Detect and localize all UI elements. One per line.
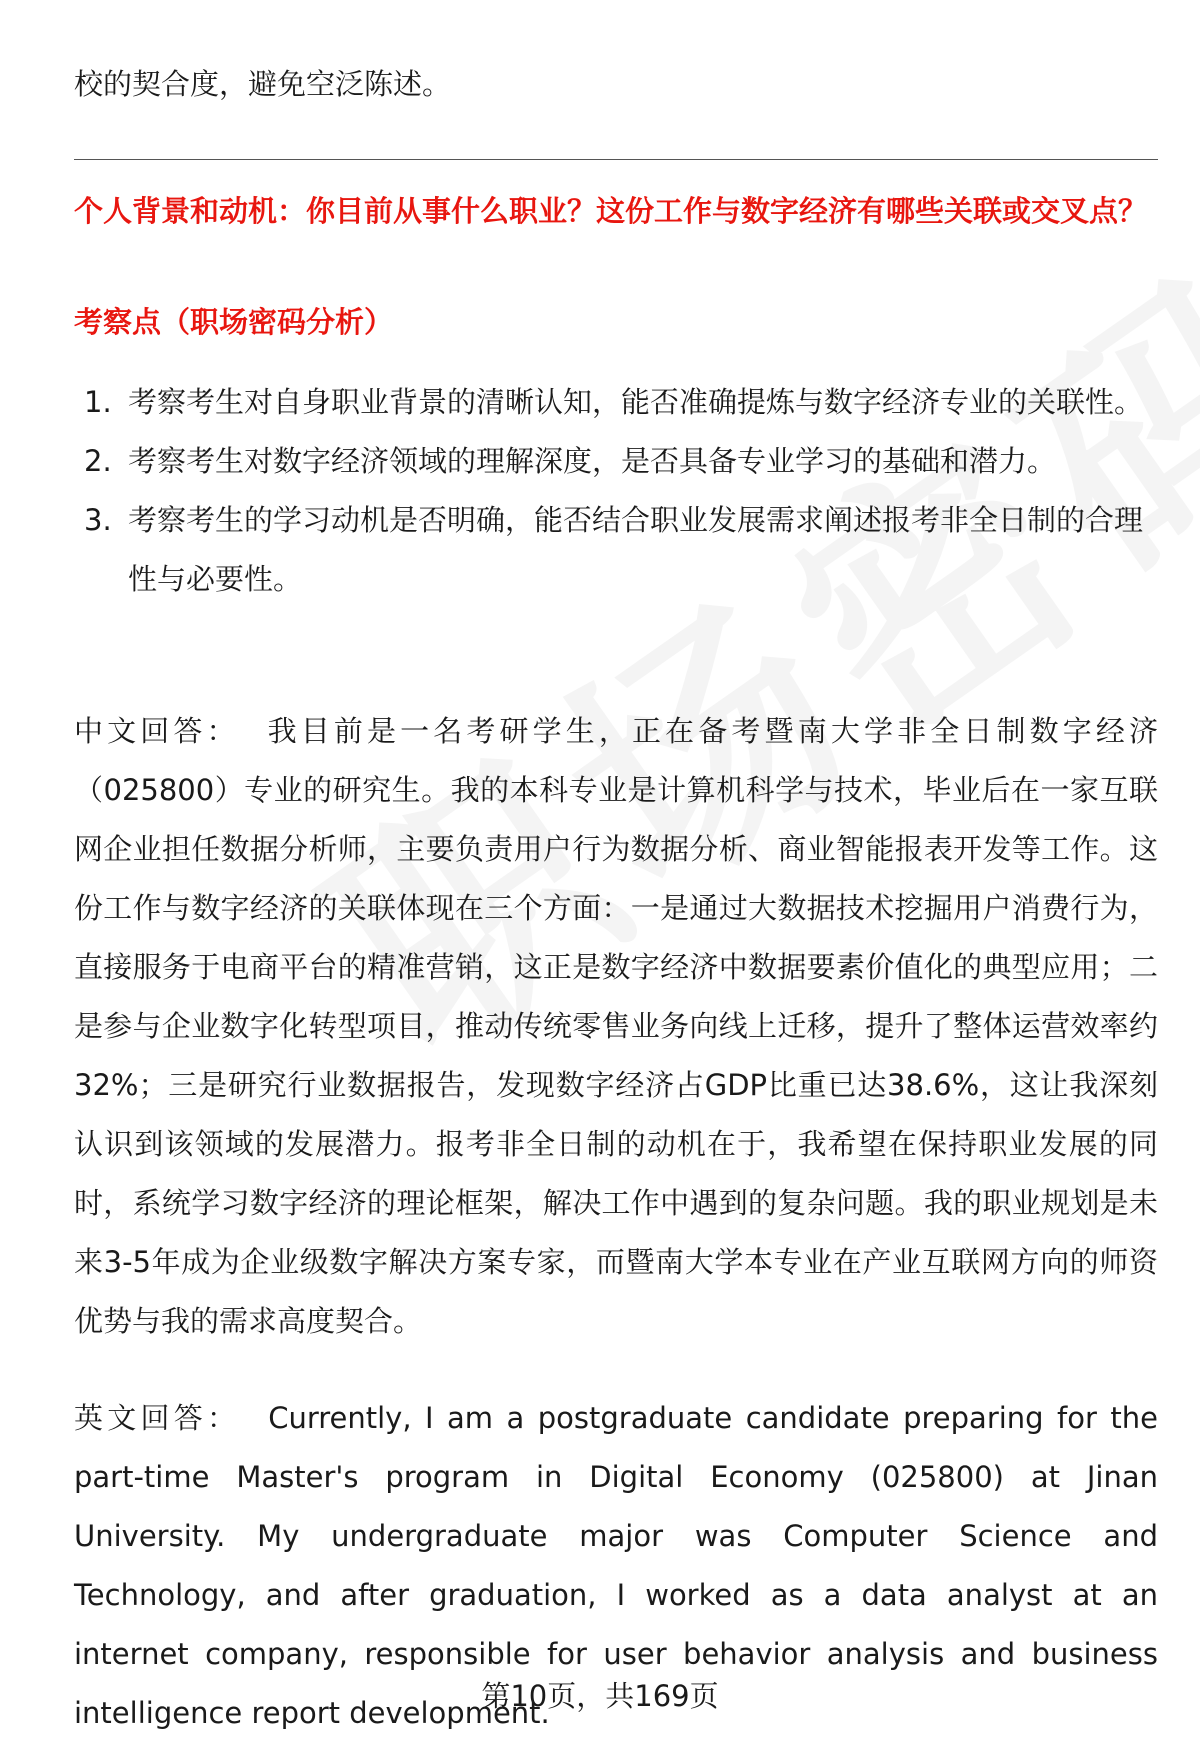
horizontal-divider — [74, 159, 1158, 160]
analysis-points-list — [74, 373, 1158, 609]
chinese-answer-text: 我目前是一名考研学生，正在备考暨南大学非全日制数字经济（025800）专业的研究生。我的本科专业是计算机科学与技术，毕业后在一家互联网企业担任数据分析师，主要负责用户行为数据分析、商业智能报表开发等工作。这份工作与数字经济的关联体现在三个方面：一是通过大数据技术挖掘用户消费行为，直接服务于电商平台的精准营销，这正是数字经济中数据要素价值化的典型应用；二是参与企业数字化转型项目，推动传统零售业务向线上迁移，提升了整体运营效率约32%；三是研究行业数据报告，发现数字经济占GDP比重已达38.6%，这让我深刻认识到该领域的发展潜力。报考非全日制的动机在于，我希望在保持职业发展的同时，系统学习数字经济的理论框架，解决工作中遇到的复杂问题。我的职业规划是未来3-5年成为企业级数字解决方案专家，而暨南大学本专业在产业互联网方向的师资优势与我的需求高度契合。 — [74, 714, 1158, 1338]
english-answer-text: Currently, I am a postgraduate candidate preparing for the part-time Master's program in Digital Economy (025800) at Jinan University. My undergraduate major was Computer Science and Technology, and after graduation, I worked as a data analyst at an internet company, responsible for user behavior analysis and business intelligence report development. — [74, 1401, 1158, 1730]
english-answer-label: 英文回答： — [74, 1401, 241, 1435]
list-item-text: 考察考生对数字经济领域的理解深度，是否具备专业学习的基础和潜力。 — [128, 444, 1057, 478]
list-item-text: 考察考生的学习动机是否明确，能否结合职业发展需求阐述报考非全日制的合理性与必要性。 — [128, 503, 1144, 596]
list-item-text: 考察考生对自身职业背景的清晰认知，能否准确提炼与数字经济专业的关联性。 — [128, 385, 1144, 419]
list-item-number: 1. — [84, 385, 112, 419]
question-heading: 个人背景和动机：你目前从事什么职业？这份工作与数字经济有哪些关联或交叉点？ — [74, 194, 1148, 228]
page-number-footer: 第10页，共169页 — [481, 1679, 719, 1713]
list-item — [74, 491, 1158, 609]
list-item — [74, 432, 1158, 491]
chinese-answer — [74, 702, 1158, 1351]
list-item-number: 3. — [84, 503, 112, 537]
list-item — [74, 373, 1158, 432]
analysis-heading: 考察点（职场密码分析） — [74, 305, 394, 339]
chinese-answer-label: 中文回答： — [74, 714, 240, 748]
intro-fragment: 校的契合度，避免空泛陈述。 — [74, 67, 452, 101]
list-item-number: 2. — [84, 444, 112, 478]
